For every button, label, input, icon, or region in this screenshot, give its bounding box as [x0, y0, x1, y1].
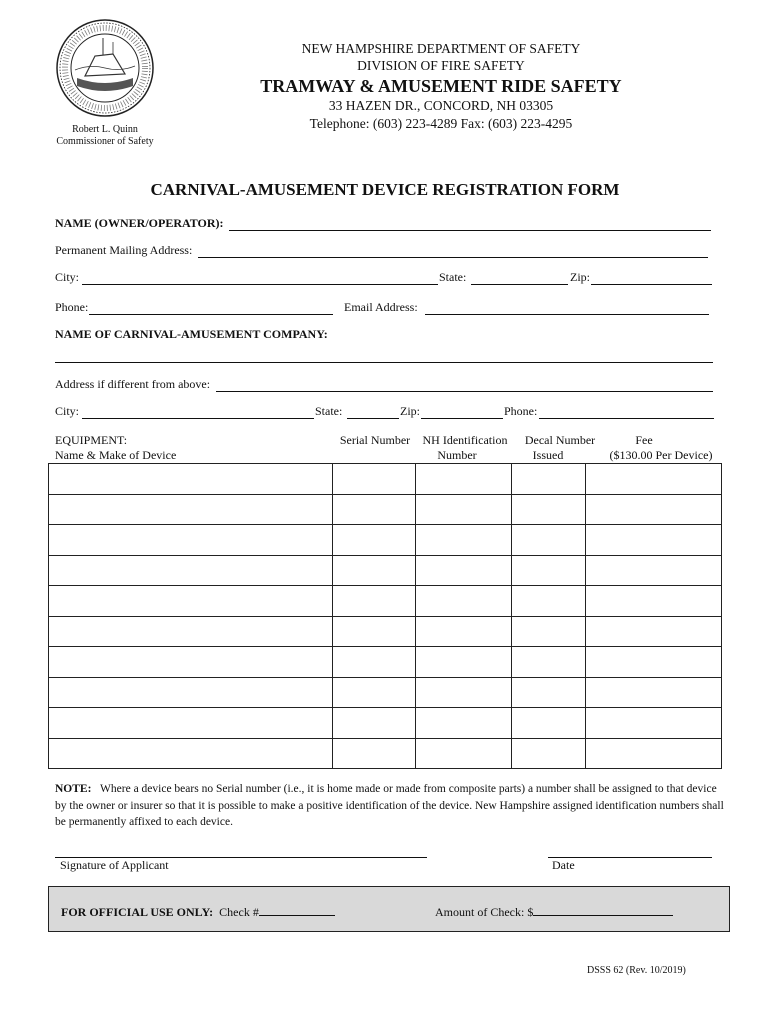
city-label: City:: [55, 270, 80, 284]
device-name-cell[interactable]: [49, 647, 333, 678]
device-name-cell[interactable]: [49, 555, 333, 586]
fee-cell[interactable]: [586, 464, 722, 495]
decal-number-cell[interactable]: [512, 647, 586, 678]
city-field[interactable]: [82, 272, 438, 290]
phone-fax-line: Telephone: (603) 223-4289 Fax: (603) 223-4295: [309, 116, 573, 131]
serial-number-cell[interactable]: [332, 464, 416, 495]
col-decal-header: Decal Number: [524, 433, 596, 447]
check-number-field[interactable]: [259, 904, 335, 916]
state2-label: State:: [315, 404, 343, 418]
phone-field[interactable]: [89, 302, 333, 320]
decal-number-cell[interactable]: [512, 616, 586, 647]
owner-name-label: NAME (OWNER/OPERATOR):: [55, 216, 224, 230]
nh-id-cell[interactable]: [416, 494, 512, 525]
alt-address-field[interactable]: [216, 379, 713, 397]
phone2-field[interactable]: [539, 406, 714, 424]
department-name: NEW HAMPSHIRE DEPARTMENT OF SAFETY: [301, 41, 581, 56]
fee-cell[interactable]: [586, 525, 722, 556]
form-title: CARNIVAL-AMUSEMENT DEVICE REGISTRATION FORM: [150, 180, 620, 199]
serial-number-cell[interactable]: [332, 708, 416, 739]
owner-name-field[interactable]: [229, 218, 711, 236]
fee-cell[interactable]: [586, 647, 722, 678]
check-number-label: Check #: [219, 905, 259, 919]
serial-number-cell[interactable]: [332, 647, 416, 678]
nh-id-cell[interactable]: [416, 586, 512, 617]
decal-number-cell[interactable]: [512, 494, 586, 525]
table-row: [49, 555, 722, 586]
decal-number-cell[interactable]: [512, 708, 586, 739]
decal-number-cell[interactable]: [512, 525, 586, 556]
serial-number-cell[interactable]: [332, 677, 416, 708]
serial-number-cell[interactable]: [332, 494, 416, 525]
zip-label: Zip:: [570, 270, 590, 284]
nh-id-cell[interactable]: [416, 555, 512, 586]
signature-label: Signature of Applicant: [60, 858, 169, 872]
fee-cell[interactable]: [586, 616, 722, 647]
official-use-label: FOR OFFICIAL USE ONLY:: [61, 905, 214, 919]
official-use-box: [48, 886, 730, 932]
col-decal-header-2: Issued: [532, 448, 564, 462]
mailing-address-label: Permanent Mailing Address:: [55, 243, 193, 257]
col-fee-header: Fee: [635, 433, 653, 447]
serial-number-cell[interactable]: [332, 555, 416, 586]
serial-number-cell[interactable]: [332, 525, 416, 556]
zip2-field[interactable]: [421, 406, 503, 424]
serial-number-cell[interactable]: [332, 616, 416, 647]
note-label: NOTE:: [55, 783, 92, 795]
decal-number-cell[interactable]: [512, 677, 586, 708]
table-row: [49, 525, 722, 556]
col-fee-header-2: ($130.00 Per Device): [609, 448, 713, 462]
fee-cell[interactable]: [586, 677, 722, 708]
serial-number-cell[interactable]: [332, 586, 416, 617]
email-field[interactable]: [425, 302, 709, 320]
table-row: [49, 494, 722, 525]
date-label: Date: [552, 858, 575, 872]
fee-cell[interactable]: [586, 494, 722, 525]
note-text: Where a device bears no Serial number (i.e., it is home made or made from composite parts) a number shall be assigned to that device by the owner or insurer so that it is possible to make a positive identification of the device. New Hampshire assigned identification numbers shall be permanently affixed to each device.: [55, 783, 724, 828]
state2-field[interactable]: [347, 406, 399, 424]
nh-id-cell[interactable]: [416, 525, 512, 556]
device-name-cell[interactable]: [49, 708, 333, 739]
table-row: [49, 677, 722, 708]
table-row: [49, 464, 722, 495]
device-name-cell[interactable]: [49, 525, 333, 556]
amount-check-field[interactable]: [533, 904, 673, 916]
state-label: State:: [439, 270, 467, 284]
state-seal-logo: [55, 18, 155, 118]
commissioner-title: Commissioner of Safety: [56, 136, 154, 147]
decal-number-cell[interactable]: [512, 586, 586, 617]
nh-id-cell[interactable]: [416, 464, 512, 495]
decal-number-cell[interactable]: [512, 555, 586, 586]
nh-id-cell[interactable]: [416, 738, 512, 769]
table-row: [49, 616, 722, 647]
col-nh-id-header: NH Identification: [422, 433, 508, 447]
serial-number-cell[interactable]: [332, 738, 416, 769]
mailing-address-field[interactable]: [198, 245, 708, 263]
company-label: NAME OF CARNIVAL-AMUSEMENT COMPANY:: [55, 327, 328, 341]
state-field[interactable]: [471, 272, 568, 290]
city2-label: City:: [55, 404, 80, 418]
device-name-cell[interactable]: [49, 738, 333, 769]
decal-number-cell[interactable]: [512, 738, 586, 769]
fee-cell[interactable]: [586, 555, 722, 586]
note-paragraph: [55, 781, 725, 831]
city2-field[interactable]: [82, 406, 314, 424]
device-name-cell[interactable]: [49, 586, 333, 617]
email-label: Email Address:: [344, 300, 418, 314]
address-line: 33 HAZEN DR., CONCORD, NH 03305: [328, 98, 554, 113]
decal-number-cell[interactable]: [512, 464, 586, 495]
fee-cell[interactable]: [586, 586, 722, 617]
commissioner-name: Robert L. Quinn: [72, 124, 138, 135]
division-name: DIVISION OF FIRE SAFETY: [357, 58, 525, 73]
nh-id-cell[interactable]: [416, 647, 512, 678]
bureau-name: TRAMWAY & AMUSEMENT RIDE SAFETY: [260, 76, 622, 96]
device-name-cell[interactable]: [49, 464, 333, 495]
zip2-label: Zip:: [400, 404, 420, 418]
phone-label: Phone:: [55, 300, 89, 314]
alt-address-label: Address if different from above:: [55, 377, 211, 391]
table-row: [49, 647, 722, 678]
fee-cell[interactable]: [586, 738, 722, 769]
table-row: [49, 586, 722, 617]
form-number: DSSS 62 (Rev. 10/2019): [587, 965, 686, 976]
col-serial-header: Serial Number: [339, 433, 411, 447]
zip-field[interactable]: [591, 272, 712, 290]
equipment-table: [48, 463, 722, 769]
nh-id-cell[interactable]: [416, 677, 512, 708]
nh-id-cell[interactable]: [416, 708, 512, 739]
equipment-heading: EQUIPMENT:: [55, 433, 128, 447]
device-name-cell[interactable]: [49, 616, 333, 647]
amount-check-label: Amount of Check: $: [435, 905, 534, 919]
table-row: [49, 738, 722, 769]
company-field[interactable]: [55, 350, 713, 368]
equipment-subheading: Name & Make of Device: [55, 448, 177, 462]
fee-cell[interactable]: [586, 708, 722, 739]
device-name-cell[interactable]: [49, 677, 333, 708]
phone2-label: Phone:: [504, 404, 538, 418]
device-name-cell[interactable]: [49, 494, 333, 525]
col-nh-id-header-2: Number: [437, 448, 477, 462]
nh-id-cell[interactable]: [416, 616, 512, 647]
table-row: [49, 708, 722, 739]
